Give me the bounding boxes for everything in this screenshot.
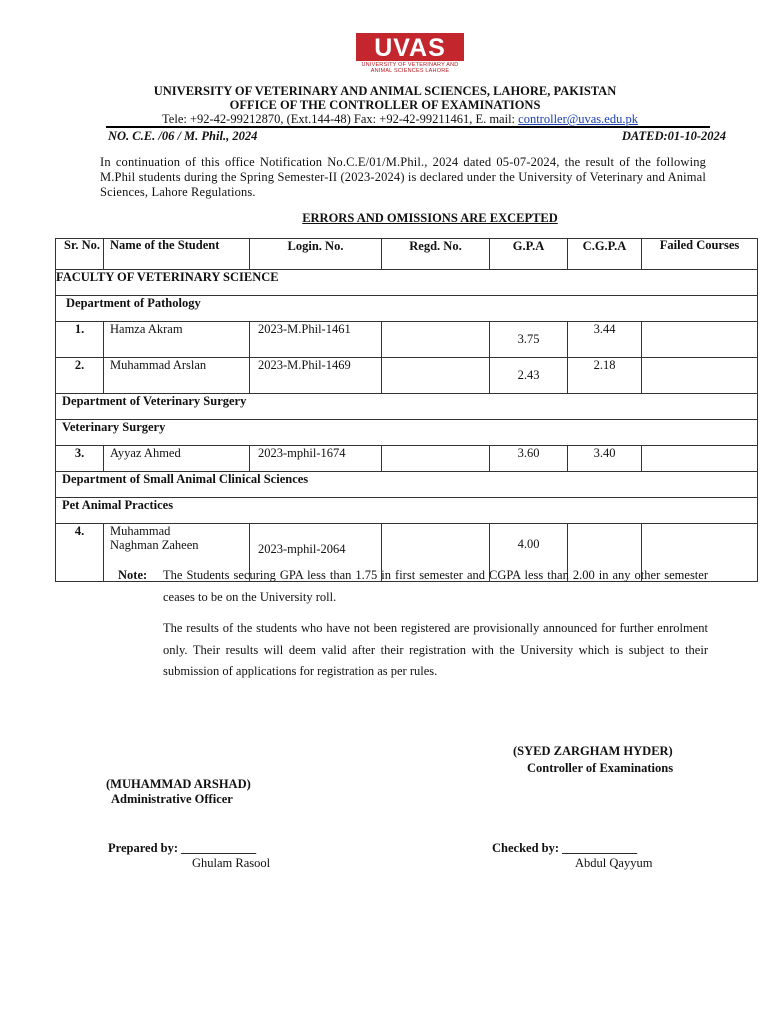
cell-login: 2023-M.Phil-1461 xyxy=(250,322,382,358)
header-gpa: G.P.A xyxy=(490,239,568,270)
note-paragraph-1: The Students securing GPA less than 1.75 in first semester and CGPA less than 2.00 in any other semester ceases to be on the University roll. xyxy=(163,568,708,604)
header-divider xyxy=(106,126,710,128)
table-row xyxy=(56,446,758,472)
cell-name-line1: Muhammad xyxy=(110,524,171,538)
university-title: UNIVERSITY OF VETERINARY AND ANIMAL SCIENCES, LAHORE, PAKISTAN xyxy=(153,84,617,98)
office-title: OFFICE OF THE CONTROLLER OF EXAMINATIONS xyxy=(229,98,541,112)
checked-by-label: Checked by: ____________ xyxy=(492,841,638,855)
contact-text: Tele: +92-42-99212870, (Ext.144-48) Fax: +92-42-99211461, E. mail: xyxy=(162,112,519,126)
logo-subtitle xyxy=(354,62,466,74)
logo-subtitle-line2: ANIMAL SCIENCES LAHORE xyxy=(370,68,450,74)
cell-login: 2023-mphil-2064 xyxy=(250,524,382,582)
note-paragraph-2: The results of the students who have not been registered are provisionally announced for further enrolment only. Their results will deem valid after their registration with the University which is subject to their submission of applications for registration as per rules. xyxy=(163,621,708,678)
table-row xyxy=(56,358,758,394)
contact-line xyxy=(0,112,770,127)
admin-name: (MUHAMMAD ARSHAD) xyxy=(106,777,251,791)
dept-pathology: Department of Pathology xyxy=(56,296,758,322)
cell-sr: 1. xyxy=(56,322,104,358)
admin-title: Administrative Officer xyxy=(111,792,233,806)
table-header-row xyxy=(56,239,758,270)
dept-small-animal: Department of Small Animal Clinical Sciences xyxy=(56,472,758,498)
cell-gpa: 2.43 xyxy=(490,358,568,394)
results-table xyxy=(55,238,758,582)
dept-surgery: Department of Veterinary Surgery xyxy=(56,394,758,420)
cell-sr: 2. xyxy=(56,358,104,394)
reference-number: NO. C.E. /06 / M. Phil., 2024 xyxy=(108,129,258,143)
faculty-row xyxy=(56,270,758,296)
table-row xyxy=(56,322,758,358)
section-row xyxy=(56,498,758,524)
note-block xyxy=(118,565,708,693)
faculty-label: FACULTY OF VETERINARY SCIENCE xyxy=(56,270,758,296)
cell-cgpa: 3.44 xyxy=(568,322,642,358)
cell-name: Ayyaz Ahmed xyxy=(104,446,250,472)
controller-name: (SYED ZARGHAM HYDER) xyxy=(513,744,673,758)
cell-regd xyxy=(382,358,490,394)
header-sr: Sr. No. xyxy=(56,239,104,270)
cell-gpa: 4.00 xyxy=(490,524,568,582)
cell-sr: 3. xyxy=(56,446,104,472)
cell-failed xyxy=(642,358,758,394)
note-label: Note: xyxy=(118,568,148,582)
section-row xyxy=(56,394,758,420)
section-row xyxy=(56,296,758,322)
header-name: Name of the Student xyxy=(104,239,250,270)
header-login: Login. No. xyxy=(250,239,382,270)
header-failed: Failed Courses xyxy=(642,239,758,270)
header-regd: Regd. No. xyxy=(382,239,490,270)
cell-login: 2023-mphil-1674 xyxy=(250,446,382,472)
cell-name-line2: Naghman Zaheen xyxy=(110,538,199,552)
cell-cgpa: 2.18 xyxy=(568,358,642,394)
svg-text:UVAS: UVAS xyxy=(374,34,446,61)
date-line: DATED:01-10-2024 xyxy=(621,129,726,143)
email-link[interactable]: controller@uvas.edu.pk xyxy=(518,112,638,126)
cell-regd xyxy=(382,446,490,472)
cell-failed xyxy=(642,446,758,472)
uvas-logo-mark xyxy=(356,33,464,61)
prepared-by-label: Prepared by: ____________ xyxy=(108,841,257,855)
cell-login: 2023-M.Phil-1469 xyxy=(250,358,382,394)
cell-regd xyxy=(382,322,490,358)
cell-failed xyxy=(642,322,758,358)
cell-gpa: 3.60 xyxy=(490,446,568,472)
section-row xyxy=(56,472,758,498)
cell-gpa: 3.75 xyxy=(490,322,568,358)
cell-name: Hamza Akram xyxy=(104,322,250,358)
header-cgpa: C.G.P.A xyxy=(568,239,642,270)
checked-by-name: Abdul Qayyum xyxy=(575,856,653,870)
uvas-logo xyxy=(354,30,466,76)
sub-pet: Pet Animal Practices xyxy=(56,498,758,524)
controller-title: Controller of Examinations xyxy=(527,761,674,775)
cell-cgpa: 3.40 xyxy=(568,446,642,472)
cell-name: Muhammad Arslan xyxy=(104,358,250,394)
logo-subtitle-line1: UNIVERSITY OF VETERINARY AND xyxy=(361,62,459,68)
intro-paragraph: In continuation of this office Notification No.C.E/01/M.Phil., 2024 dated 05-07-2024, the result of the following M.Phil students during the Spring Semester-II (2023-2024) is declared under the University of Veterinary and Animal Sciences, Lahore Regulations. xyxy=(100,155,706,199)
prepared-by-name: Ghulam Rasool xyxy=(192,856,271,870)
section-row xyxy=(56,420,758,446)
sub-surgery: Veterinary Surgery xyxy=(56,420,758,446)
errors-omissions-title: ERRORS AND OMISSIONS ARE EXCEPTED xyxy=(302,211,558,225)
cell-sr: 4. xyxy=(56,524,104,582)
